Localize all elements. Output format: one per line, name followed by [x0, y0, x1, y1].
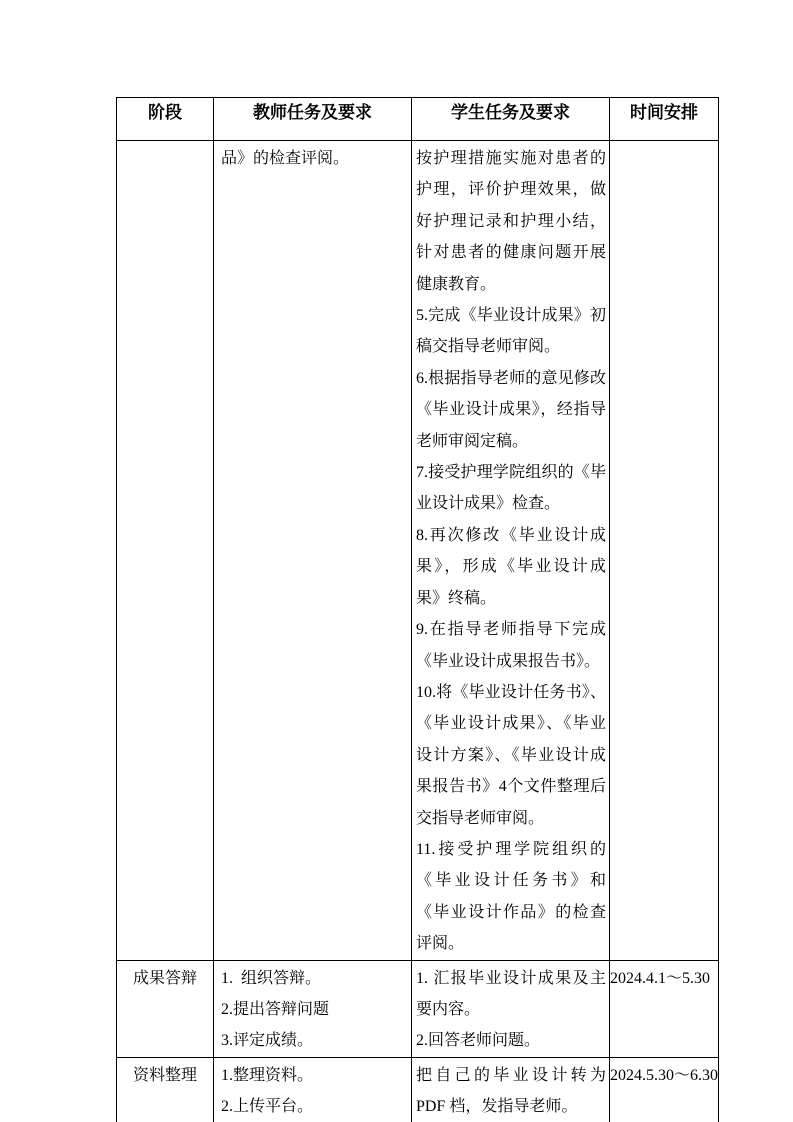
- time-cell: 2024.4.1～5.30: [610, 960, 719, 1057]
- col-header-stage: 阶段: [117, 98, 214, 141]
- student-tasks-cell: [412, 1057, 610, 1122]
- teacher-tasks-cell: [214, 1057, 412, 1122]
- teacher-task-paragraph: 2.上传平台。: [221, 1098, 314, 1116]
- table-row-continuation: [117, 141, 719, 961]
- table-row-defense: [117, 960, 719, 1057]
- time-cell: [610, 141, 719, 961]
- student-task-paragraph: 5.完成《毕业设计成果》初稿交指导老师审阅。: [416, 307, 606, 356]
- table-header-row: [117, 98, 719, 141]
- student-task-paragraph: 10.将《毕业设计任务书》、《毕业设计成果》、《毕业设计方案》、《毕业设计成果报告书》4个文件整理后交指导老师审阅。: [416, 683, 606, 827]
- teacher-task-paragraph: 品》的检查评阅。: [221, 150, 350, 167]
- student-task-paragraph: 按护理措施实施对患者的护理，评价护理效果，做好护理记录和护理小结，针对患者的健康问题开展健康教育。: [416, 150, 606, 293]
- col-header-teacher: 教师任务及要求: [214, 98, 412, 141]
- stage-cell: [117, 141, 214, 961]
- teacher-task-paragraph: 1.整理资料。: [221, 1066, 314, 1084]
- student-task-paragraph: 9.在指导老师指导下完成《毕业设计成果报告书》。: [416, 621, 606, 670]
- student-task-paragraph: 6.根据指导老师的意见修改《毕业设计成果》，经指导老师审阅定稿。: [416, 369, 606, 450]
- student-task-paragraph: 11.接受护理学院组织的《毕业设计任务书》和《毕业设计作品》的检查评阅。: [416, 840, 606, 953]
- student-task-paragraph: 8.再次修改《毕业设计成果》，形成《毕业设计成果》终稿。: [416, 526, 606, 607]
- teacher-tasks-cell: [214, 141, 412, 961]
- student-task-paragraph: 2.回答老师问题。: [416, 1032, 541, 1050]
- stage-cell: 成果答辩: [117, 960, 214, 1057]
- teacher-task-paragraph: 3.评定成绩。: [221, 1032, 314, 1050]
- teacher-task-paragraph: 1. 组织答辩。: [221, 969, 322, 987]
- teacher-tasks-cell: [214, 960, 412, 1057]
- student-task-paragraph: 1. 汇报毕业设计成果及主要内容。: [416, 969, 606, 1018]
- schedule-table: [116, 97, 719, 1122]
- student-tasks-cell: [412, 141, 610, 961]
- student-task-paragraph: 7.接受护理学院组织的《毕业设计成果》检查。: [416, 464, 606, 513]
- table-row-archive: [117, 1057, 719, 1122]
- teacher-task-paragraph: 2.提出答辩问题: [221, 1000, 330, 1018]
- col-header-student: 学生任务及要求: [412, 98, 610, 141]
- col-header-time: 时间安排: [610, 98, 719, 141]
- student-task-paragraph: 把自己的毕业设计转为 PDF 档，发指导老师。: [416, 1066, 610, 1116]
- student-tasks-cell: [412, 960, 610, 1057]
- stage-cell: 资料整理: [117, 1057, 214, 1122]
- time-cell: 2024.5.30～6.30: [610, 1057, 719, 1122]
